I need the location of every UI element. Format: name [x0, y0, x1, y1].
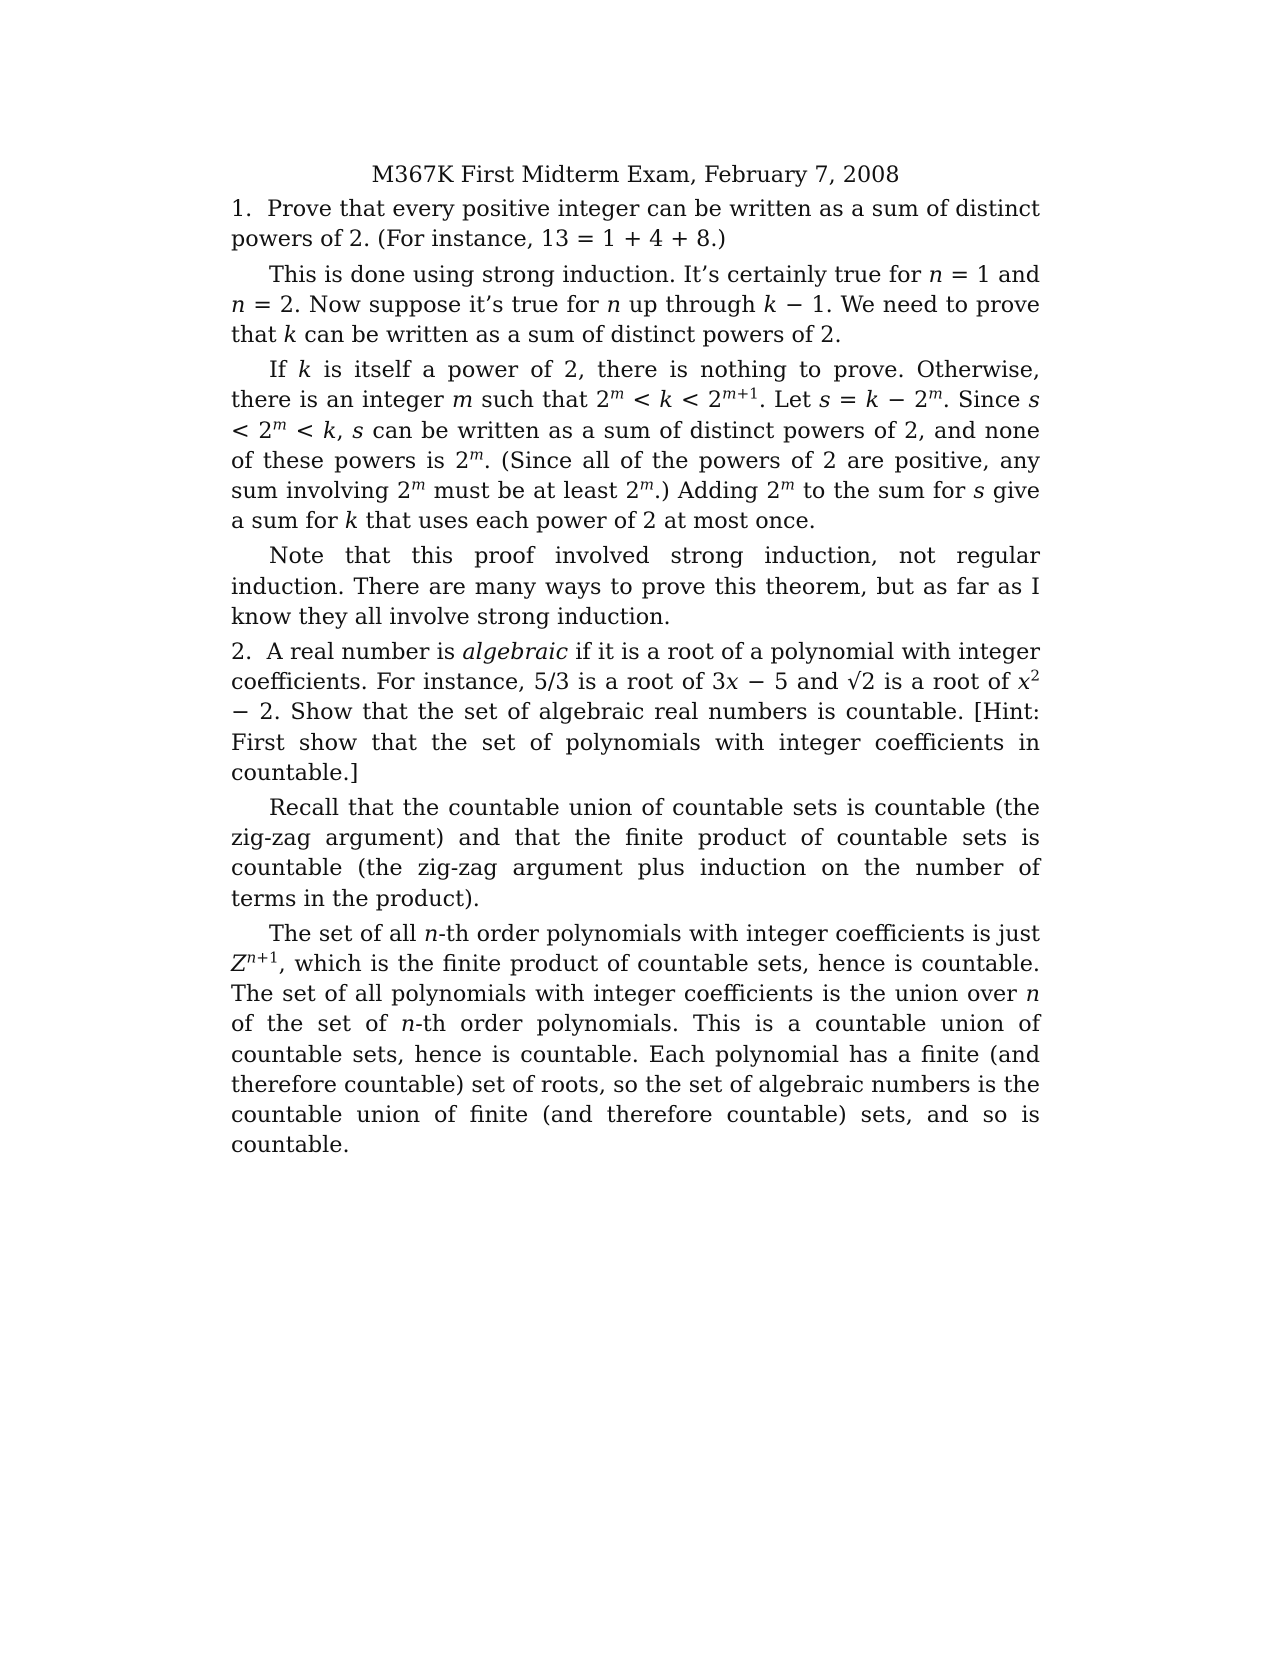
problem-number: 2. — [231, 639, 253, 666]
problem-2-statement: 2. A real number is algebraic if it is a root of a polynomial with integer coefficients. For instance, 5/3 is a root of 3x − 5 and √2 is a root of $x^2 - 2$. Show that the set of algebraic real numbers is countable. [Hint: First show that the set of polynomials with integer coefficients in countable.] — [231, 639, 1040, 786]
problem-1-answer-paragraph: This is done using strong induction. It’s certainly true for n = 1 and n = 2. Now suppose it’s true for n up through k − 1. We need to prove that k can be written as a sum of distinct powers of 2. — [231, 261, 1041, 349]
problem-1-answer-paragraph: Note that this proof involved strong induction, not regular induction. There are many ways to prove this theorem, but as far as I know they all involve strong induction. — [231, 543, 1040, 630]
page-title: M367K First Midterm Exam, February 7, 2008 — [371, 162, 900, 188]
problem-number: 1. — [231, 196, 253, 223]
problem-1-statement: 1. Prove that every positive integer can be written as a sum of distinct powers of 2. (For instance, 13 = 1 + 4 + 8.) — [231, 196, 1040, 253]
exam-content — [231, 160, 1040, 1166]
problem-2-answer-paragraph: The set of all n-th order polynomials with integer coefficients is just $Z^{n+1}$, which is the finite product of countable sets, hence is countable. The set of all polynomials with integer coefficients is the union over n of the set of n-th order polynomials. This is a countable union of countable sets, hence is countable. Each polynomial has a finite (and therefore countable) set of roots, so the set of algebraic numbers is the countable union of finite (and therefore countable) sets, and so is countable. — [231, 920, 1040, 1159]
problem-1-answer-paragraph: If k is itself a power of 2, there is nothing to prove. Otherwise, there is an integer m such that $2^m < k < 2^{m+1}$. Let $s = k - 2^m$. Since $s < 2^m < k$, s can be written as a sum of distinct powers of 2, and none of these powers is 2$^m$. (Since all of the powers of 2 are positive, any sum involving 2$^m$ must be at least 2$^m$.) Adding 2$^m$ to the sum for s give a sum for k that uses each power of 2 at most once. — [231, 357, 1041, 535]
problem-2-answer-paragraph: Recall that the countable union of countable sets is countable (the zig-zag argument) and that the finite product of countable sets is countable (the zig-zag argument plus induction on the number of terms in the product). — [231, 795, 1040, 912]
